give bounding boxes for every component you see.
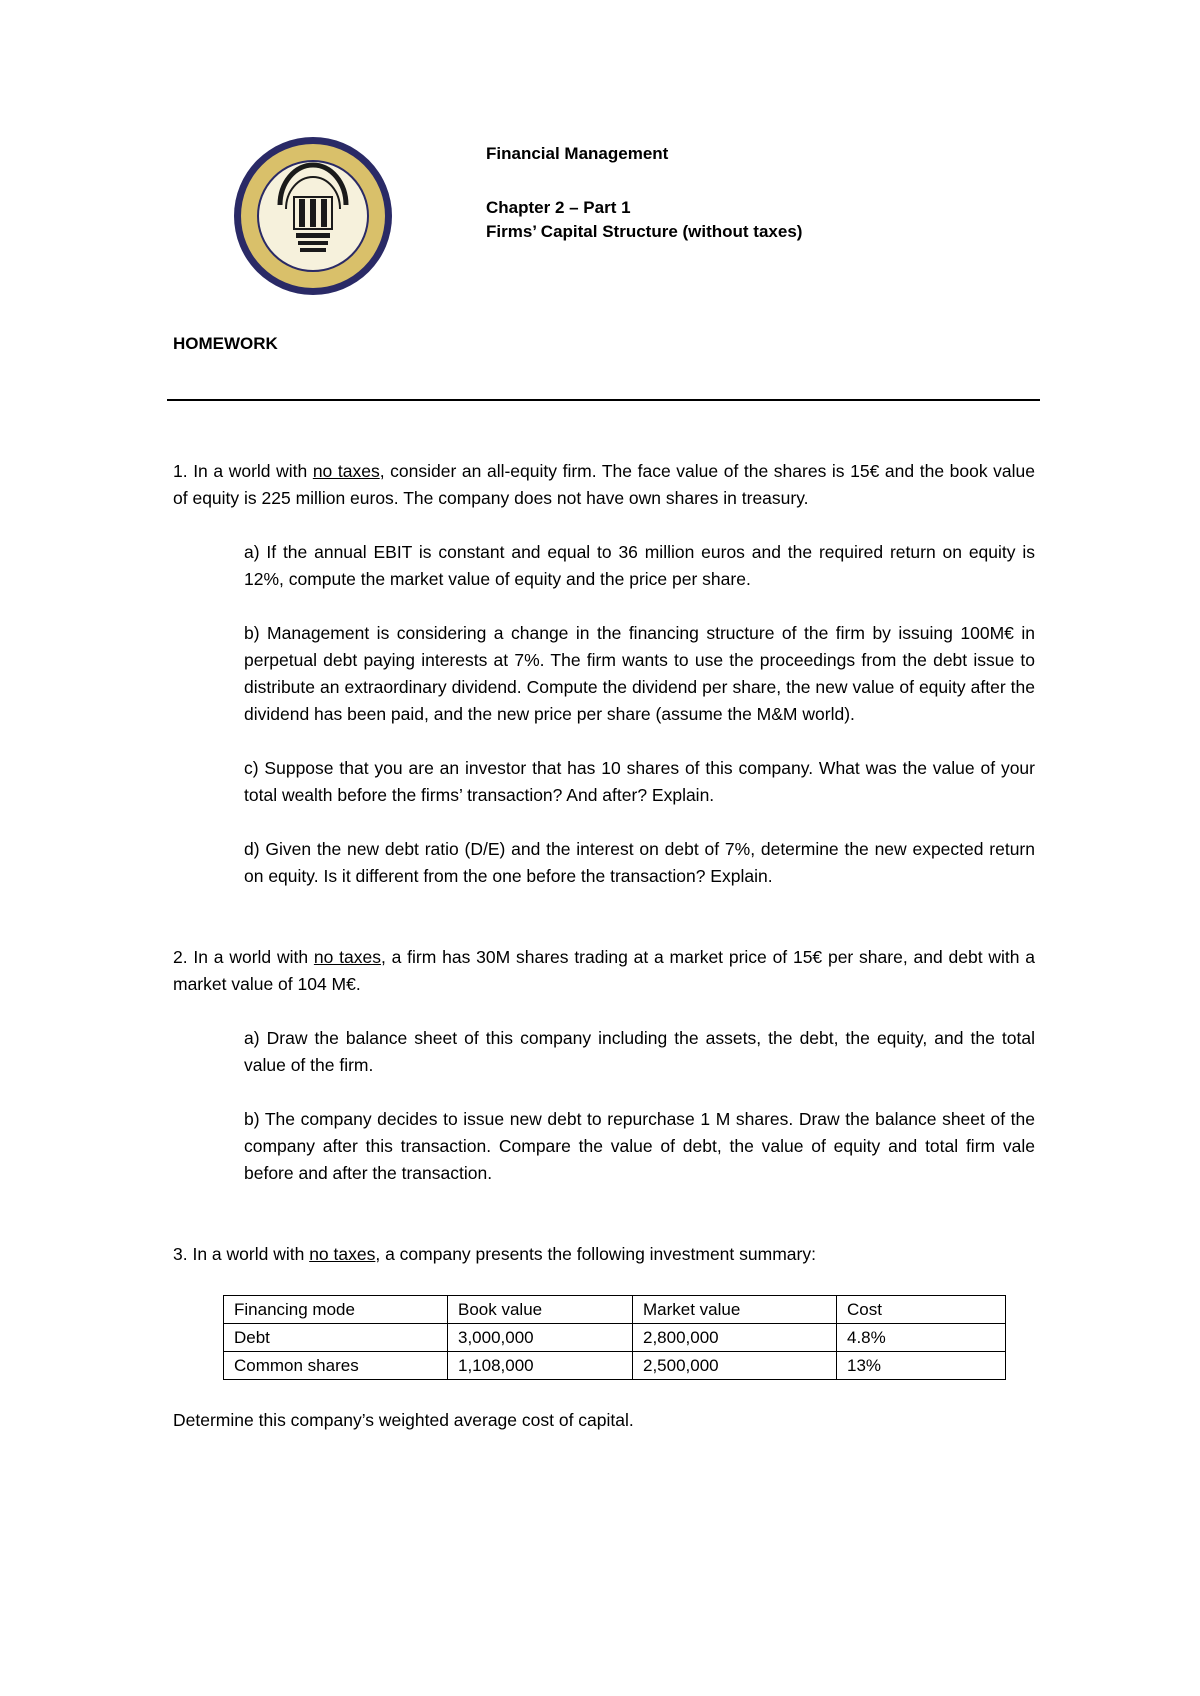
university-seal-icon (232, 135, 394, 297)
question-number: 3. (173, 1244, 188, 1264)
table-row (224, 1324, 1006, 1352)
table-header-row (224, 1296, 1006, 1324)
table-cell: 2,500,000 (633, 1352, 837, 1380)
question-3 (173, 1241, 1035, 1434)
question-text: , consider an all-equity firm. The face value of the shares is 15€ and the book value of equity is 225 million euros. The company does not have own shares in treasury. (173, 461, 1036, 508)
table-cell: 13% (837, 1352, 1006, 1380)
course-title: Financial Management (486, 144, 669, 163)
subquestion: a) If the annual EBIT is constant and equal to 36 million euros and the required return on equity is 12%, compute the market value of equity and the price per share. (244, 542, 1035, 589)
investment-summary-table (223, 1295, 1006, 1380)
subquestion: b) The company decides to issue new debt to repurchase 1 M shares. Draw the balance sheet of the company after this transaction. Compare the value of debt, the value of equity and total firm vale before and after the transaction. (244, 1109, 1035, 1183)
questions-body (173, 458, 1035, 1434)
table-header: Market value (633, 1296, 837, 1324)
topic-title: Firms’ Capital Structure (without taxes) (486, 222, 803, 241)
table-cell: Debt (224, 1324, 448, 1352)
underlined-term: no taxes (312, 461, 380, 481)
table-row (224, 1352, 1006, 1380)
table-cell: 4.8% (837, 1324, 1006, 1352)
subquestion: d) Given the new debt ratio (D/E) and the interest on debt of 7%, determine the new expected return on equity. Is it different from the one before the transaction? Explain. (244, 839, 1035, 886)
question-2 (173, 944, 1035, 1187)
underlined-term: no taxes (313, 947, 381, 967)
question-text: In a world with (187, 461, 313, 481)
question-text: , a firm has 30M shares trading at a market price of 15€ per share, and debt with a market value of 104 M€. (173, 947, 1036, 994)
question-number: 1. (173, 461, 188, 481)
divider (167, 399, 1040, 401)
subquestion: a) Draw the balance sheet of this company including the assets, the debt, the equity, and the total value of the firm. (244, 1028, 1035, 1075)
table-header: Book value (448, 1296, 633, 1324)
table-cell: 3,000,000 (448, 1324, 633, 1352)
subquestion: b) Management is considering a change in the financing structure of the firm by issuing 100M€ in perpetual debt paying interests at 7%. The firm wants to use the proceedings from the debt issue to distribute an extraordinary dividend. Compute the dividend per share, the new value of equity after the dividend has been paid, and the new price per share (assume the M&M world). (244, 623, 1035, 724)
document-header (486, 142, 802, 244)
table-header: Cost (837, 1296, 1006, 1324)
underlined-term: no taxes (309, 1244, 376, 1264)
question-text: In a world with (187, 1244, 310, 1264)
question-text: , a company presents the following investment summary: (375, 1244, 816, 1264)
table-cell: 2,800,000 (633, 1324, 837, 1352)
section-title: HOMEWORK (173, 334, 278, 353)
question-1 (173, 458, 1035, 890)
table-cell: 1,108,000 (448, 1352, 633, 1380)
subquestion: c) Suppose that you are an investor that has 10 shares of this company. What was the value of your total wealth before the firms’ transaction? And after? Explain. (244, 758, 1035, 805)
closing-instruction: Determine this company’s weighted average cost of capital. (173, 1410, 634, 1430)
question-number: 2. (173, 947, 188, 967)
question-text: In a world with (187, 947, 314, 967)
table-cell: Common shares (224, 1352, 448, 1380)
table-header: Financing mode (224, 1296, 448, 1324)
chapter-title: Chapter 2 – Part 1 (486, 198, 631, 217)
